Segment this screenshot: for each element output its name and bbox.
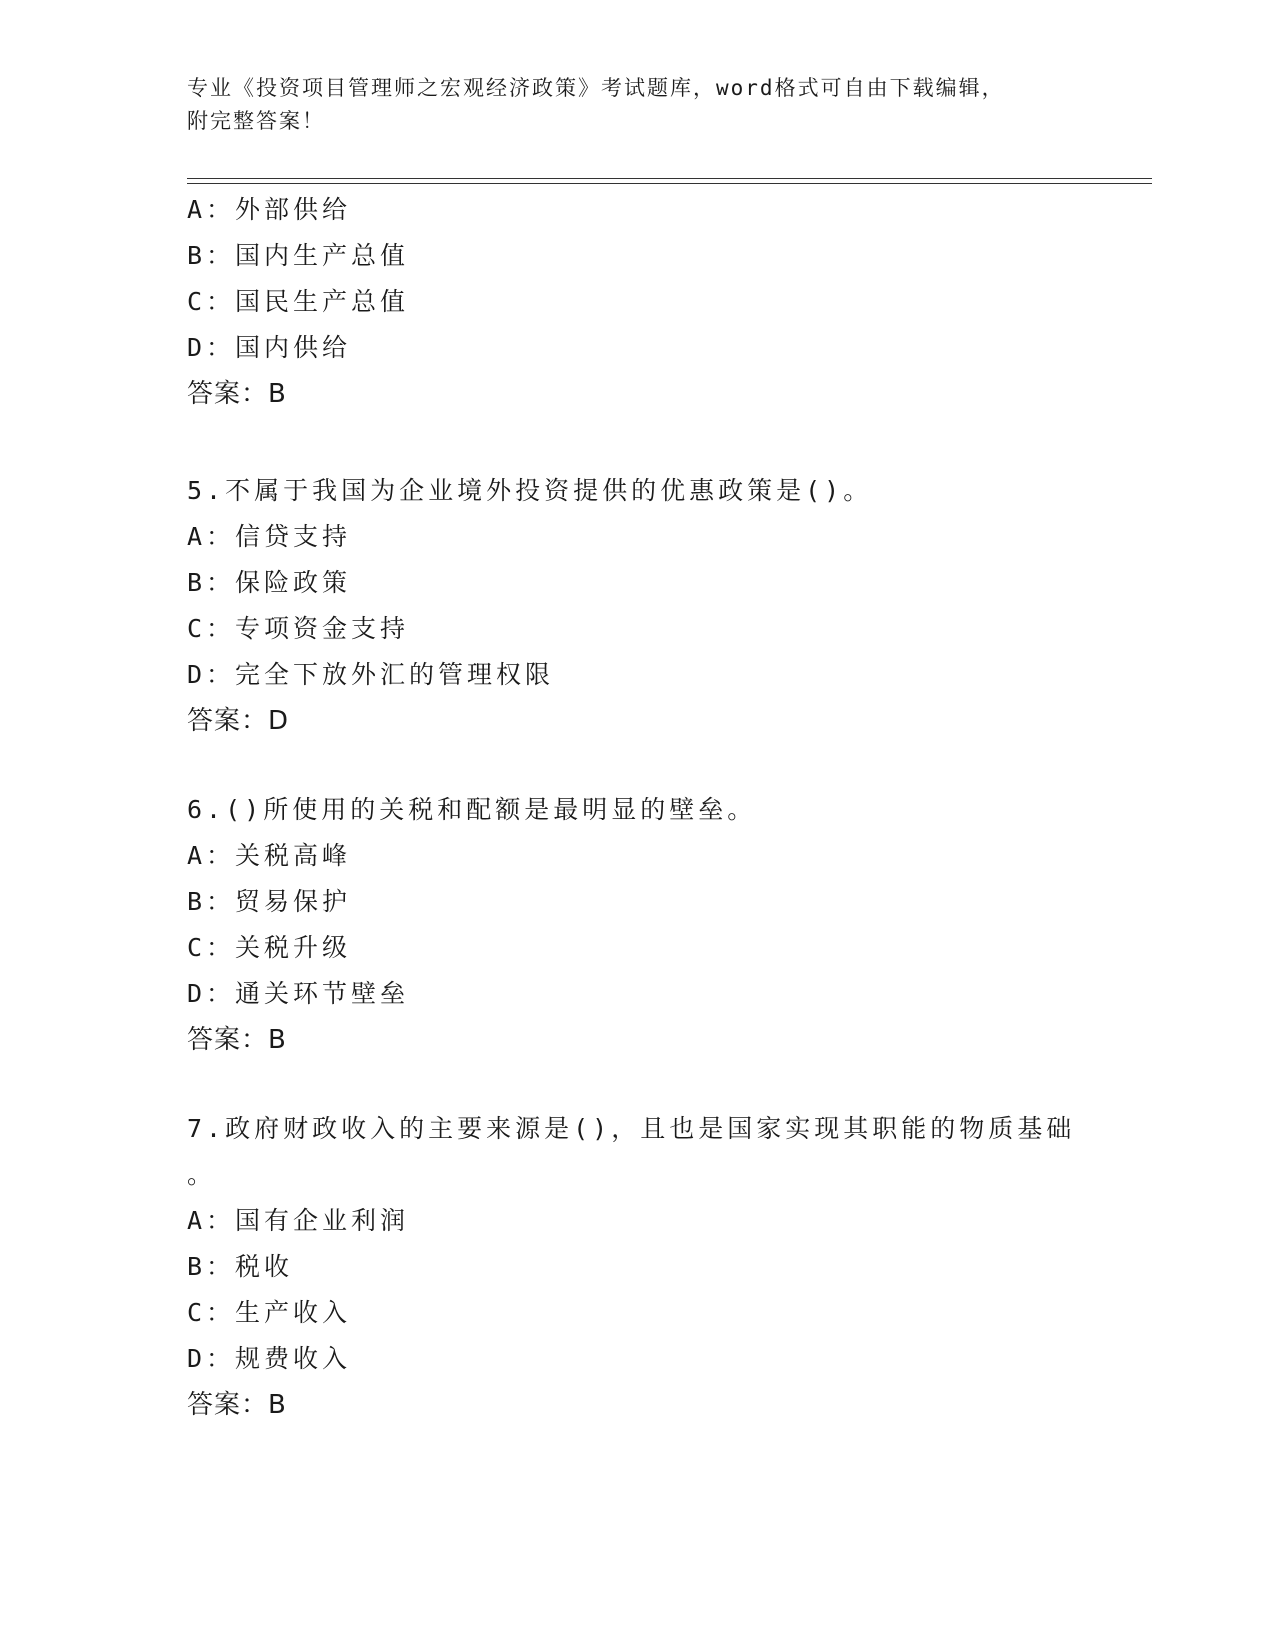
header-divider-bottom	[187, 183, 1152, 184]
document-header	[187, 72, 1087, 138]
option-c: C：生产收入	[187, 1298, 352, 1327]
option-a: A：国有企业利润	[187, 1206, 410, 1235]
option-c: C：专项资金支持	[187, 614, 410, 643]
question-6	[187, 787, 1087, 1063]
option-b: B：保险政策	[187, 568, 352, 597]
option-b: B：税收	[187, 1252, 294, 1281]
question-7	[187, 1106, 1087, 1428]
question-stem: 7.政府财政收入的主要来源是()，且也是国家实现其职能的物质基础	[187, 1114, 1076, 1143]
answer: 答案：B	[187, 1025, 287, 1055]
option-a: A：外部供给	[187, 195, 352, 224]
option-a: A：关税高峰	[187, 841, 352, 870]
option-b: B：国内生产总值	[187, 241, 410, 270]
answer: 答案：B	[187, 379, 287, 409]
option-d: D：通关环节壁垒	[187, 979, 410, 1008]
option-d: D：国内供给	[187, 333, 352, 362]
option-b: B：贸易保护	[187, 887, 352, 916]
question-4-partial	[187, 187, 1087, 417]
option-a: A：信贷支持	[187, 522, 352, 551]
question-stem: 6.()所使用的关税和配额是最明显的壁垒。	[187, 795, 757, 824]
option-d: D：规费收入	[187, 1344, 352, 1373]
question-stem: 5.不属于我国为企业境外投资提供的优惠政策是()。	[187, 476, 873, 505]
question-5	[187, 468, 1087, 744]
option-c: C：国民生产总值	[187, 287, 410, 316]
answer: 答案：D	[187, 706, 290, 736]
header-line-2: 附完整答案！	[187, 109, 325, 133]
option-c: C：关税升级	[187, 933, 352, 962]
header-divider-top	[187, 178, 1152, 179]
header-line-1: 专业《投资项目管理师之宏观经济政策》考试题库，word格式可自由下载编辑，	[187, 76, 1005, 100]
answer: 答案：B	[187, 1390, 287, 1420]
question-stem-continuation: 。	[187, 1160, 217, 1189]
option-d: D：完全下放外汇的管理权限	[187, 660, 555, 689]
